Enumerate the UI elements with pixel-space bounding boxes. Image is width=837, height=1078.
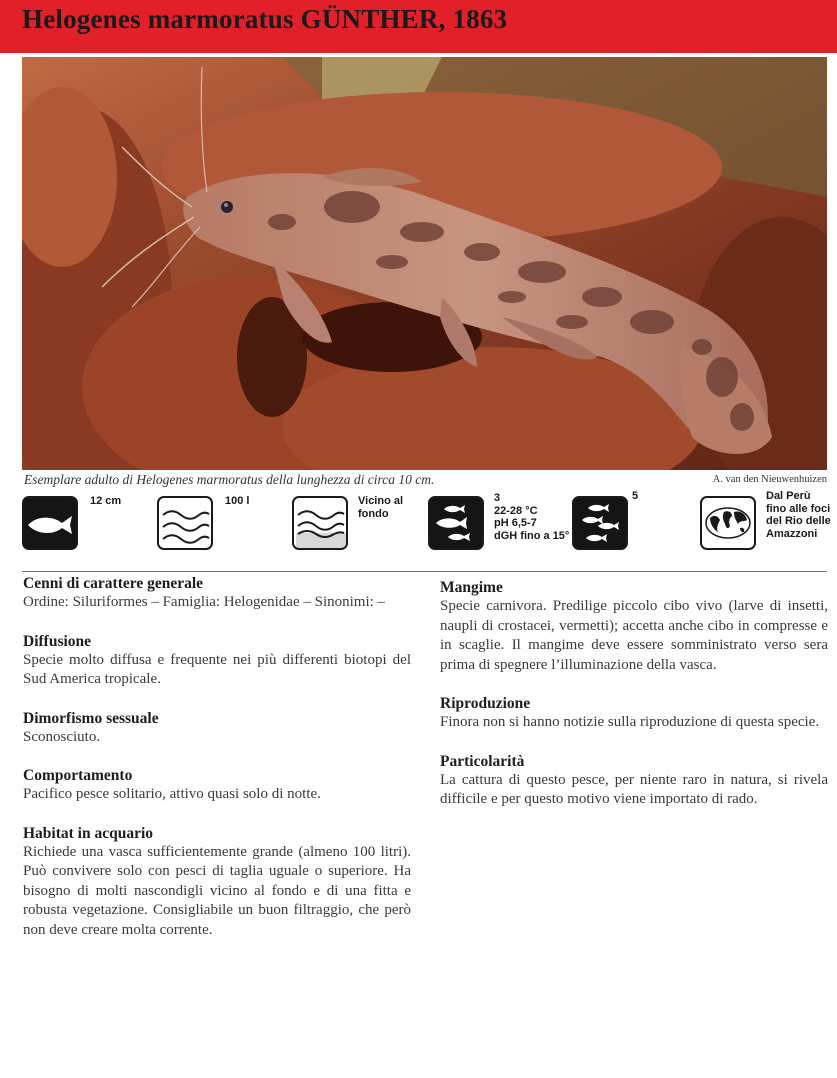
section-text: Specie carnivora. Predilige piccolo cibo vivo (larve di insetti, naupli di crostacei, vermetti); accetta anche cibo in compresse e in scaglie. Il mangime deve essere somministrato verso sera prima di spegnere l’illuminazione della vasca. <box>440 598 828 673</box>
section-dimorphism <box>23 709 411 748</box>
water-parameters-icon <box>428 496 484 550</box>
section-text: Ordine: Siluriformes – Famiglia: Helogenidae – Sinonimi: – <box>23 594 386 610</box>
catfish-illustration <box>22 57 827 470</box>
section-heading: Diffusione <box>23 632 92 650</box>
fish-photo <box>22 57 827 470</box>
water-parameters-text: 3 22-28 °C pH 6,5-7 dGH fino a 15° <box>494 492 570 542</box>
left-column <box>23 574 411 959</box>
photo-credit: A. van den Nieuwenhuizen <box>712 474 827 485</box>
section-divider <box>22 571 827 572</box>
swim-level-text: Vicino al fondo <box>358 495 404 520</box>
section-notes <box>440 752 828 810</box>
swim-level-icon <box>292 496 348 550</box>
fish-size-icon <box>22 496 78 550</box>
species-title: Helogenes marmoratus GÜNTHER, 1863 <box>22 4 508 34</box>
tank-volume-text: 100 l <box>225 495 250 507</box>
section-heading: Riproduzione <box>440 695 531 712</box>
section-heading: Particolarità <box>440 752 525 770</box>
section-habitat <box>23 824 411 941</box>
section-food <box>440 578 828 675</box>
section-heading: Cenni di carattere generale <box>23 575 204 592</box>
section-text: Richiede una vasca sufficientemente grande (almeno 100 litri). Può convivere solo con pesci di taglia uguale o superiore. Ha bisogno di molti nascondigli vicino al fondo e di una fitta e robusta vegetazione. Consigliabile un buon filtraggio, che però non deve creare molta corrente. <box>23 843 411 938</box>
section-text: Sconosciuto. <box>23 728 101 745</box>
section-heading: Mangime <box>440 579 503 596</box>
section-text: Pacifico pesce solitario, attivo quasi solo di notte. <box>23 786 321 802</box>
section-heading: Comportamento <box>23 767 133 784</box>
section-text: Finora non si hanno notizie sulla riproduzione di questa specie. <box>440 714 820 730</box>
section-reproduction <box>440 694 828 733</box>
school-icon <box>572 496 628 550</box>
section-distribution <box>23 632 411 690</box>
tank-volume-icon <box>157 496 213 550</box>
distribution-text: Dal Perù fino alle foci del Rio delle Amazzoni <box>766 490 831 540</box>
fish-size-text: 12 cm <box>90 495 122 507</box>
school-text: 5 <box>632 490 639 502</box>
section-text: Specie molto diffusa e frequente nei più differenti biotopi del Sud America tropicale. <box>23 651 411 687</box>
section-heading: Dimorfismo sessuale <box>23 709 159 727</box>
world-map-icon <box>700 496 756 550</box>
title-bar <box>0 0 837 53</box>
photo-caption: Esemplare adulto di Helogenes marmoratus della lunghezza di circa 10 cm. <box>24 472 435 487</box>
section-behaviour <box>23 766 411 805</box>
right-column <box>440 578 828 829</box>
section-text: La cattura di questo pesce, per niente raro in natura, si rivela difficile e per questo motivo viene importato di rado. <box>440 771 828 807</box>
section-general <box>23 574 411 613</box>
section-heading: Habitat in acquario <box>23 824 154 842</box>
